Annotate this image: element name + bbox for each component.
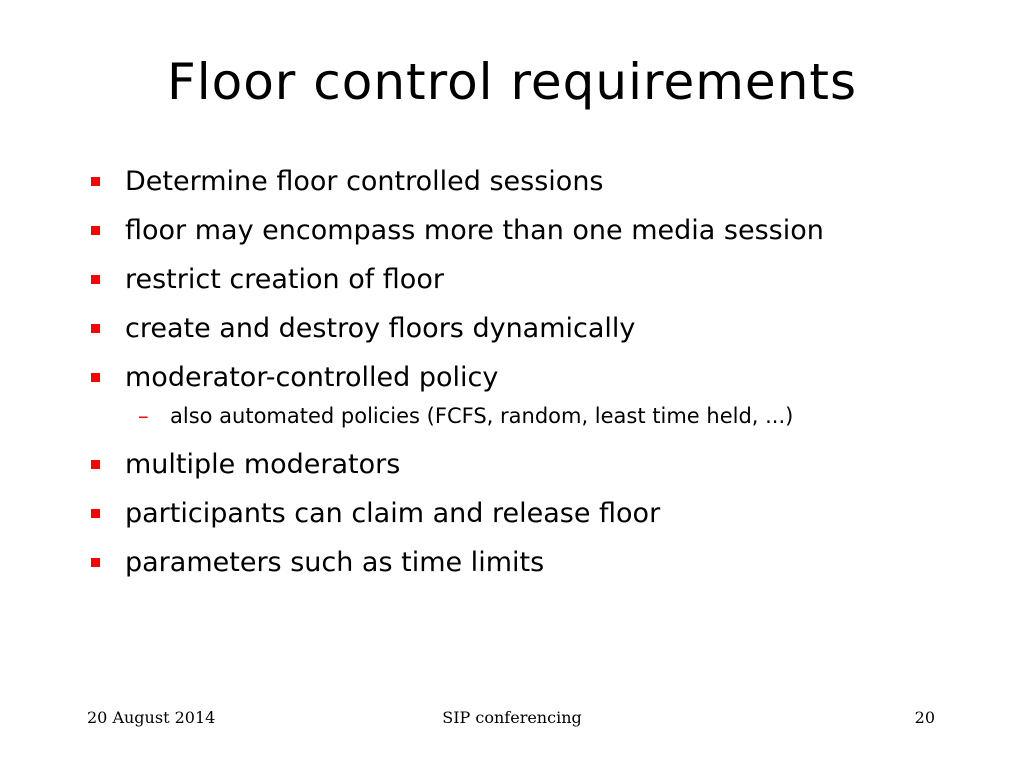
dash-bullet-icon: – [138,404,149,428]
square-bullet-icon [91,324,100,333]
square-bullet-icon [91,275,100,284]
bullet-item [88,160,988,204]
footer-page-number: 20 [914,708,935,727]
bullet-text: parameters such as time limits [125,547,545,578]
bullet-text: moderator-controlled policy [125,362,499,393]
bullet-item [88,492,988,536]
square-bullet-icon [91,558,100,567]
bullet-item [88,258,988,302]
bullet-list [88,160,988,590]
sub-bullet-item [88,399,988,433]
bullet-text: Determine floor controlled sessions [125,166,604,197]
bullet-item [88,356,988,400]
square-bullet-icon [91,509,100,518]
square-bullet-icon [91,226,100,235]
bullet-text: restrict creation of floor [125,264,444,295]
bullet-item [88,541,988,585]
bullet-text: participants can claim and release floor [125,498,661,529]
sub-bullet-text: also automated policies (FCFS, random, least time held, ...) [170,404,794,428]
bullet-item [88,307,988,351]
square-bullet-icon [91,373,100,382]
bullet-item [88,209,988,253]
slide-title: Floor control requirements [166,53,858,111]
square-bullet-icon [91,460,100,469]
bullet-item [88,443,988,487]
bullet-text: create and destroy floors dynamically [125,313,636,344]
footer-date: 20 August 2014 [87,708,216,727]
square-bullet-icon [91,177,100,186]
bullet-text: floor may encompass more than one media session [125,215,824,246]
footer-topic: SIP conferencing [442,708,582,727]
bullet-text: multiple moderators [125,449,401,480]
